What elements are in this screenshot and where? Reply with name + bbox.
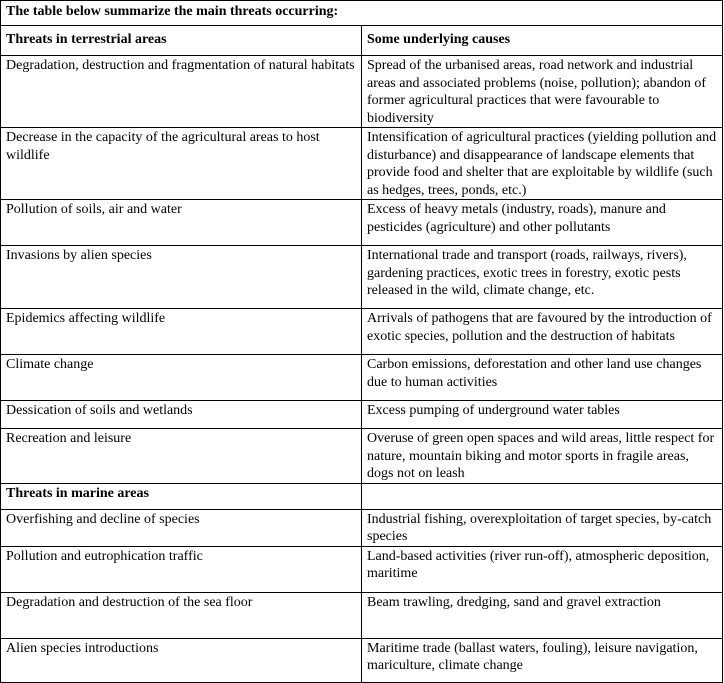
threat-cell: Pollution and eutrophication traffic <box>1 546 362 592</box>
threat-cell: Degradation, destruction and fragmentation of natural habitats <box>1 56 362 128</box>
table-row <box>1 56 723 128</box>
threat-cell: Alien species introductions <box>1 638 362 682</box>
table-row <box>1 509 723 546</box>
header-threats-terrestrial: Threats in terrestrial areas <box>1 26 362 56</box>
empty-cell <box>362 483 723 509</box>
cause-cell: Maritime trade (ballast waters, fouling), leisure navigation, mariculture, climate change <box>362 638 723 682</box>
threat-cell: Recreation and leisure <box>1 429 362 484</box>
threat-cell: Invasions by alien species <box>1 246 362 309</box>
cause-cell: Excess of heavy metals (industry, roads), manure and pesticides (agriculture) and other pollutants <box>362 200 723 246</box>
cause-cell: Carbon emissions, deforestation and other land use changes due to human activities <box>362 355 723 401</box>
table-row <box>1 401 723 429</box>
threat-cell: Overfishing and decline of species <box>1 509 362 546</box>
cause-cell: Overuse of green open spaces and wild areas, little respect for nature, mountain biking and motor sports in fragile areas, dogs not on leash <box>362 429 723 484</box>
table-row <box>1 429 723 484</box>
table-row <box>1 638 723 682</box>
cause-cell: Land-based activities (river run-off), atmospheric deposition, maritime <box>362 546 723 592</box>
table-row <box>1 309 723 355</box>
cause-cell: Arrivals of pathogens that are favoured by the introduction of exotic species, pollution and the destruction of habitats <box>362 309 723 355</box>
table-row <box>1 546 723 592</box>
threat-cell: Epidemics affecting wildlife <box>1 309 362 355</box>
threat-cell: Decrease in the capacity of the agricultural areas to host wildlife <box>1 128 362 200</box>
cause-cell: Beam trawling, dredging, sand and gravel extraction <box>362 592 723 638</box>
marine-section-row <box>1 483 723 509</box>
threat-cell: Dessication of soils and wetlands <box>1 401 362 429</box>
header-underlying-causes: Some underlying causes <box>362 26 723 56</box>
threat-cell: Climate change <box>1 355 362 401</box>
threat-cell: Pollution of soils, air and water <box>1 200 362 246</box>
table-row <box>1 246 723 309</box>
cause-cell: Spread of the urbanised areas, road network and industrial areas and associated problems (noise, pollution); abandon of former agricultural practices that were favourable to biodiversity <box>362 56 723 128</box>
table-row <box>1 355 723 401</box>
header-threats-marine: Threats in marine areas <box>1 483 362 509</box>
table-caption-row <box>1 1 723 26</box>
table-caption: The table below summarize the main threats occurring: <box>1 1 723 26</box>
cause-cell: Industrial fishing, overexploitation of target species, by-catch species <box>362 509 723 546</box>
table-header-row <box>1 26 723 56</box>
cause-cell: Excess pumping of underground water tables <box>362 401 723 429</box>
cause-cell: International trade and transport (roads, railways, rivers), gardening practices, exotic trees in forestry, exotic pests released in the wild, climate change, etc. <box>362 246 723 309</box>
table-row <box>1 128 723 200</box>
table-row <box>1 200 723 246</box>
threat-cell: Degradation and destruction of the sea floor <box>1 592 362 638</box>
table-row <box>1 592 723 638</box>
cause-cell: Intensification of agricultural practices (yielding pollution and disturbance) and disappearance of landscape elements that provide food and shelter that are exploitable by wildlife (such as hedges, trees, ponds, etc.) <box>362 128 723 200</box>
